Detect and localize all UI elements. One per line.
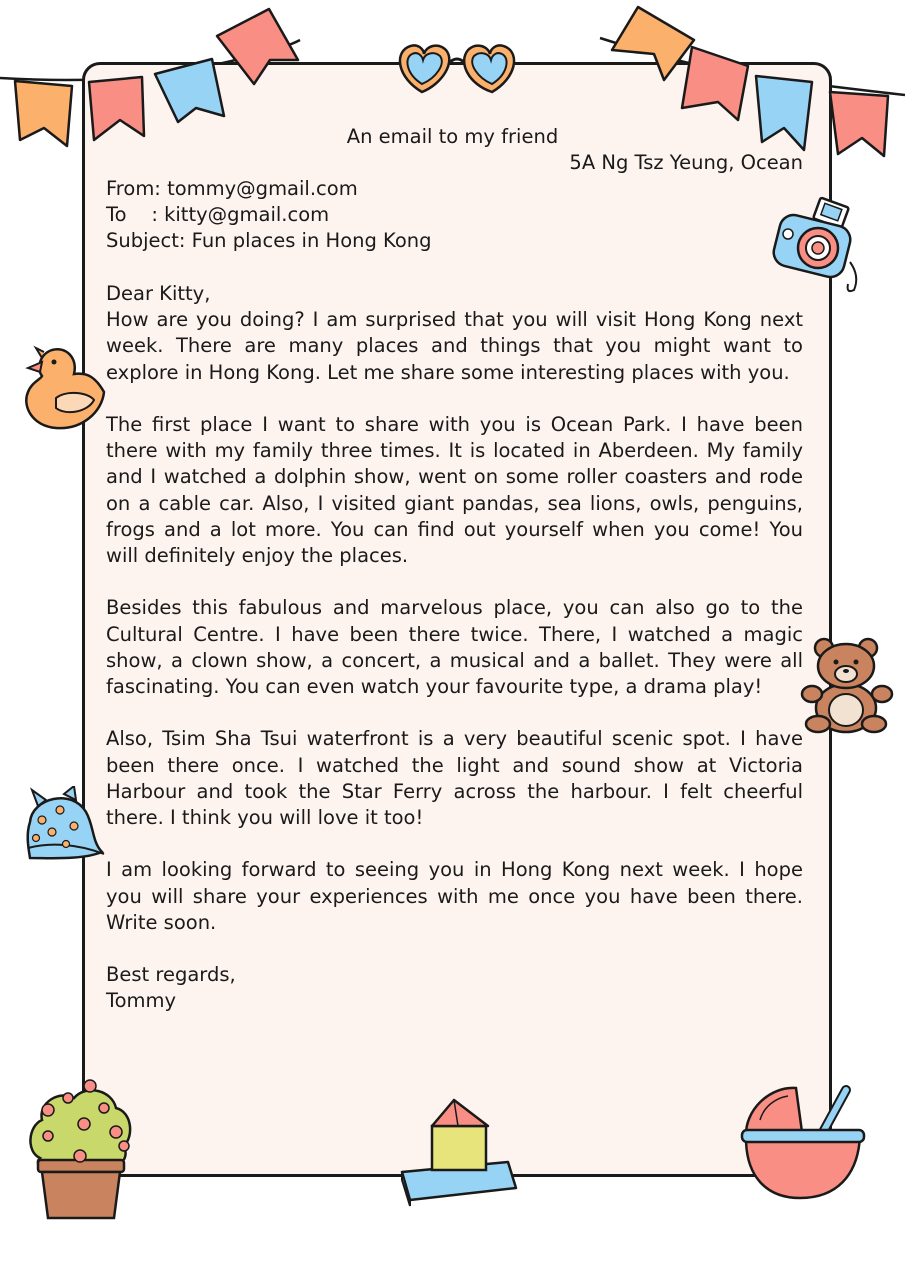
subject-line: Subject: Fun places in Hong Kong	[106, 229, 432, 253]
paragraph: The first place I want to share with you is Ocean Park. I have been there with my family three times. It is located in Aberdeen. My family and I watched a dolphin show, went on some roller coasters and rode on a cable car. Also, I visited giant pandas, sea lions, owls, penguins, frogs and a lot more. You can find out yourself when you come! You will definitely enjoy the places.	[106, 413, 803, 568]
toy-blocks-icon	[398, 1096, 520, 1210]
rubber-duck-icon	[22, 342, 108, 434]
paragraph: I am looking forward to seeing you in Hong Kong next week. I hope you will share your experiences with me once you have been there. Write soon.	[106, 858, 803, 934]
signature: Tommy	[106, 989, 177, 1013]
closing: Best regards,	[106, 963, 236, 987]
letter-title: An email to my friend	[346, 125, 559, 148]
bunting-flag-icon	[214, 6, 302, 88]
heart-sunglasses-icon	[392, 40, 522, 98]
greeting: Dear Kitty,	[106, 282, 211, 305]
to-line: To : kitty@gmail.com	[106, 203, 330, 227]
email-header	[106, 176, 432, 255]
paragraph: How are you doing? I am surprised that you will visit Hong Kong next week. There are many places and things that you might want to explore in Hong Kong. Let me share some interesting places with you.	[106, 308, 803, 384]
paragraph: Also, Tsim Sha Tsui waterfront is a very beautiful scenic spot. I have been there once. I watched the light and sound show at Victoria Harbour and took the Star Ferry across the harbour. I felt cheerful there. I think you will love it too!	[106, 727, 803, 830]
bunting-flag-icon	[678, 44, 752, 124]
letter-body	[106, 281, 803, 1015]
baby-hat-icon	[22, 786, 108, 866]
from-line: From: tommy@gmail.com	[106, 177, 358, 200]
paragraph: Besides this fabulous and marvelous place, you can also go to the Cultural Centre. I have been there twice. There, I watched a magic show, a clown show, a concert, a musical and a ballet. They were all fascinating. You can even watch your favourite type, a drama play!	[106, 596, 803, 699]
baby-stroller-icon	[740, 1080, 866, 1204]
potted-plant-icon	[24, 1076, 136, 1224]
sender-address: 5A Ng Tsz Yeung, Ocean	[569, 151, 803, 174]
teddy-bear-icon	[800, 636, 894, 734]
